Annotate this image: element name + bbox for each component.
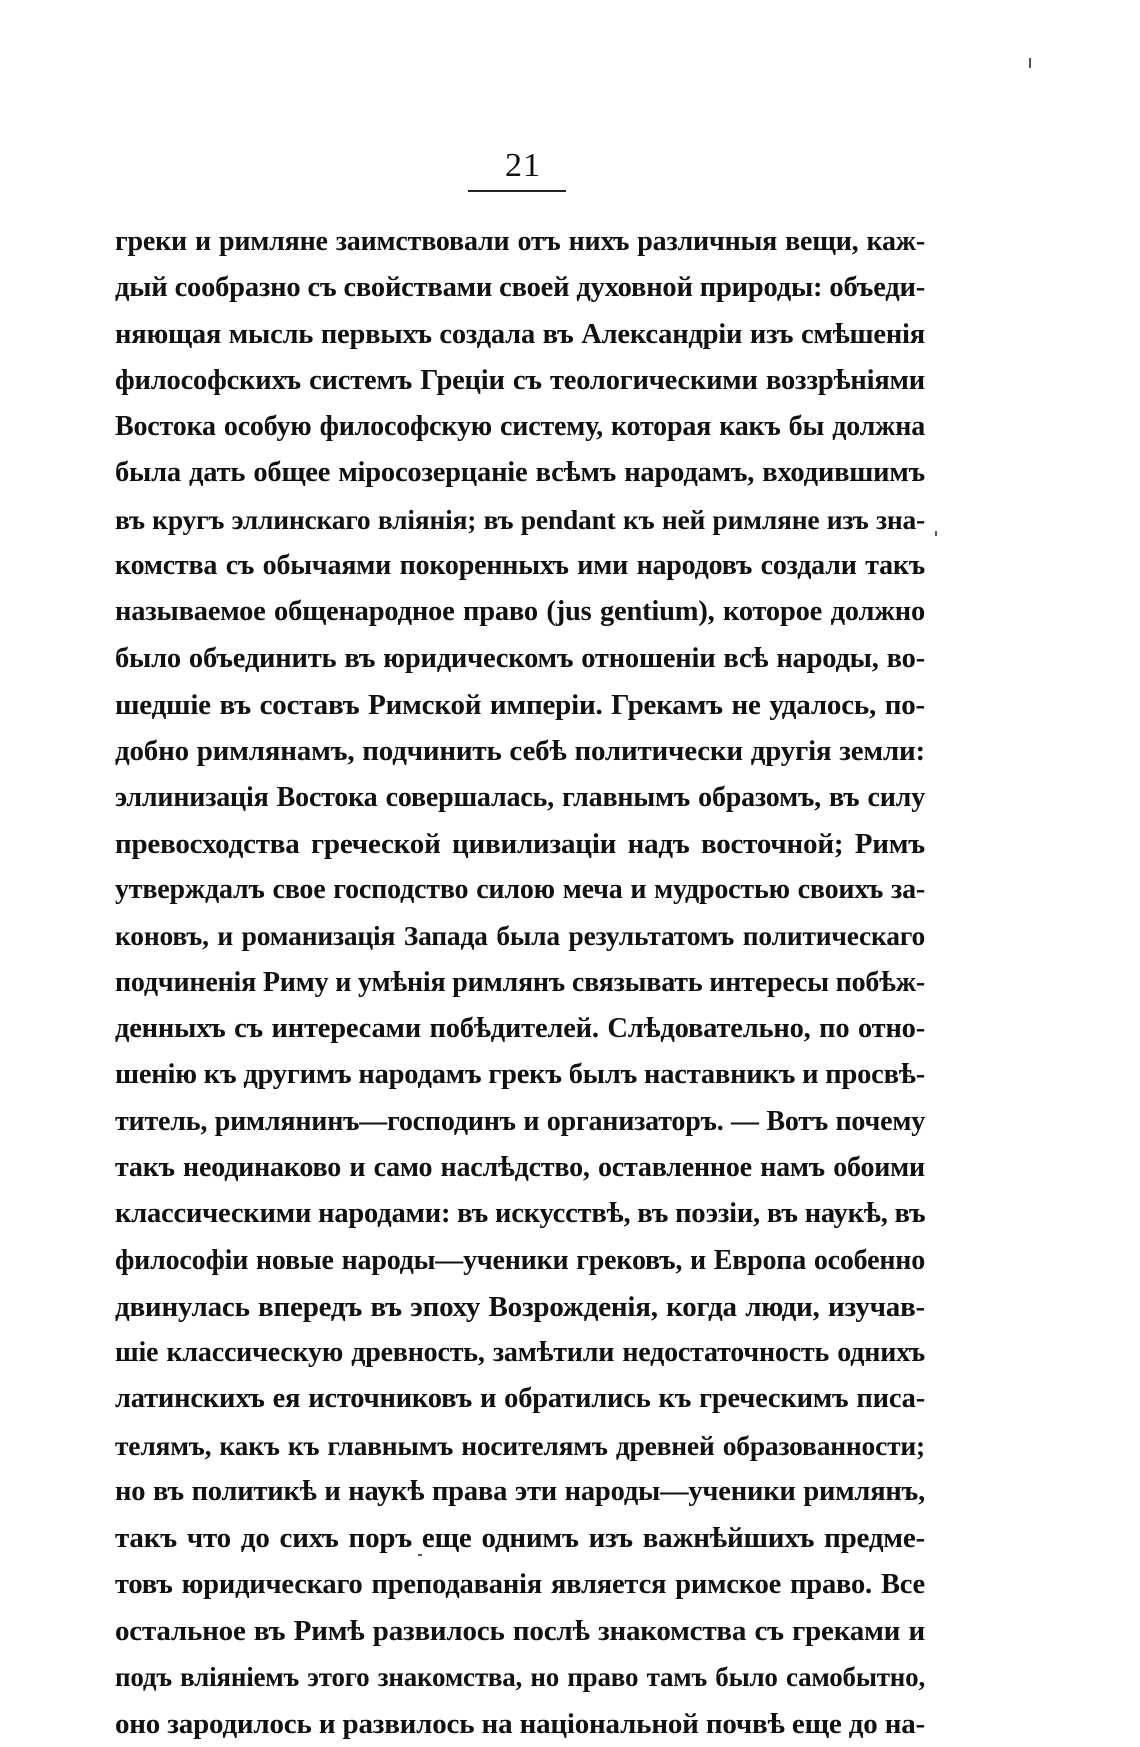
text-line: классическими народами: въ искусствѣ, въ поэзіи, въ наукѣ, въ <box>115 1198 926 1230</box>
text-line: философскихъ системъ Греціи съ теологическими воззрѣніями <box>115 364 925 396</box>
text-line: титель, римлянинъ—господинъ и организаторъ. — Вотъ почему <box>115 1105 925 1137</box>
text-line: было объединить въ юридическомъ отношеніи всѣ народы, во- <box>115 642 925 674</box>
text-line: эллинизація Востока совершалась, главнымъ образомъ, въ силу <box>115 781 925 813</box>
text-line: латинскихъ ея источниковъ и обратились къ греческимъ писа- <box>115 1383 925 1415</box>
text-line: оно зародилось и развилось на національной почвѣ еще до на- <box>115 1707 925 1740</box>
text-line: въ кругъ эллинскаго вліянія; въ pendant къ ней римляне изъ зна- <box>115 503 925 535</box>
text-line: дый сообразно съ свойствами своей духовной природы: объеди- <box>115 272 925 304</box>
text-line: но въ политикѣ и наукѣ права эти народы—ученики римлянъ, <box>115 1476 925 1508</box>
text-line: была дать общее міросозерцаніе всѣмъ народамъ, входившимъ <box>115 457 925 489</box>
text-line: называемое общенародное право (jus gentium), которое должно <box>115 596 925 628</box>
text-line: философіи новые народы—ученики грековъ, и Европа особенно <box>115 1244 925 1276</box>
text-line: шедшіе въ составъ Римской имперіи. Грекамъ не удалось, по- <box>115 688 925 721</box>
text-line: товъ юридическаго преподаванія является римское право. Все <box>115 1568 925 1600</box>
text-line: такъ что до сихъ поръ еще однимъ изъ важнѣйшихъ предме- <box>115 1522 925 1555</box>
scan-mark-top-right <box>1029 58 1031 68</box>
text-line: Востока особую философскую систему, которая какъ бы должна <box>115 411 925 443</box>
text-line: няющая мысль первыхъ создала въ Александріи изъ смѣшенія <box>115 318 925 350</box>
page-number: 21 <box>505 147 541 184</box>
body-text <box>115 219 925 1747</box>
text-line: коновъ, и романизація Запада была результатомъ политическаго <box>115 920 925 952</box>
text-line: шіе классическую древность, замѣтили недостаточность однихъ <box>115 1337 925 1369</box>
text-line: такъ неодинаково и само наслѣдство, оставленное намъ обоими <box>115 1151 925 1183</box>
text-line: добно римлянамъ, подчинить себѣ политически другія земли: <box>115 735 925 768</box>
text-line: подчиненія Риму и умѣнія римлянъ связывать интересы побѣж- <box>115 966 925 998</box>
text-line: греки и римляне заимствовали отъ нихъ различныя вещи, каж- <box>115 226 925 257</box>
text-line: превосходства греческой цивилизаціи надъ восточной; Римъ <box>115 827 925 860</box>
scan-mark-bottom <box>418 1554 422 1556</box>
scan-mark-margin <box>935 531 937 536</box>
text-line: комства съ обычаями покоренныхъ ими народовъ создали такъ <box>115 550 925 582</box>
text-line: остальное въ Римѣ развилось послѣ знакомства съ греками и <box>115 1614 925 1647</box>
text-line: двинулась впередъ въ эпоху Возрожденія, когда люди, изучав- <box>115 1290 925 1323</box>
text-line: шенію къ другимъ народамъ грекъ былъ наставникъ и просвѣ- <box>115 1059 925 1091</box>
text-line: утверждалъ свое господство силою меча и мудростью своихъ за- <box>115 874 925 906</box>
text-line: телямъ, какъ къ главнымъ носителямъ древней образованности; <box>115 1429 925 1461</box>
header-rule <box>468 190 566 192</box>
text-line: денныхъ съ интересами побѣдителей. Слѣдовательно, по отно- <box>115 1013 925 1045</box>
text-line: подъ вліяніемъ этого знакомства, но право тамъ было самобытно, <box>115 1662 925 1693</box>
